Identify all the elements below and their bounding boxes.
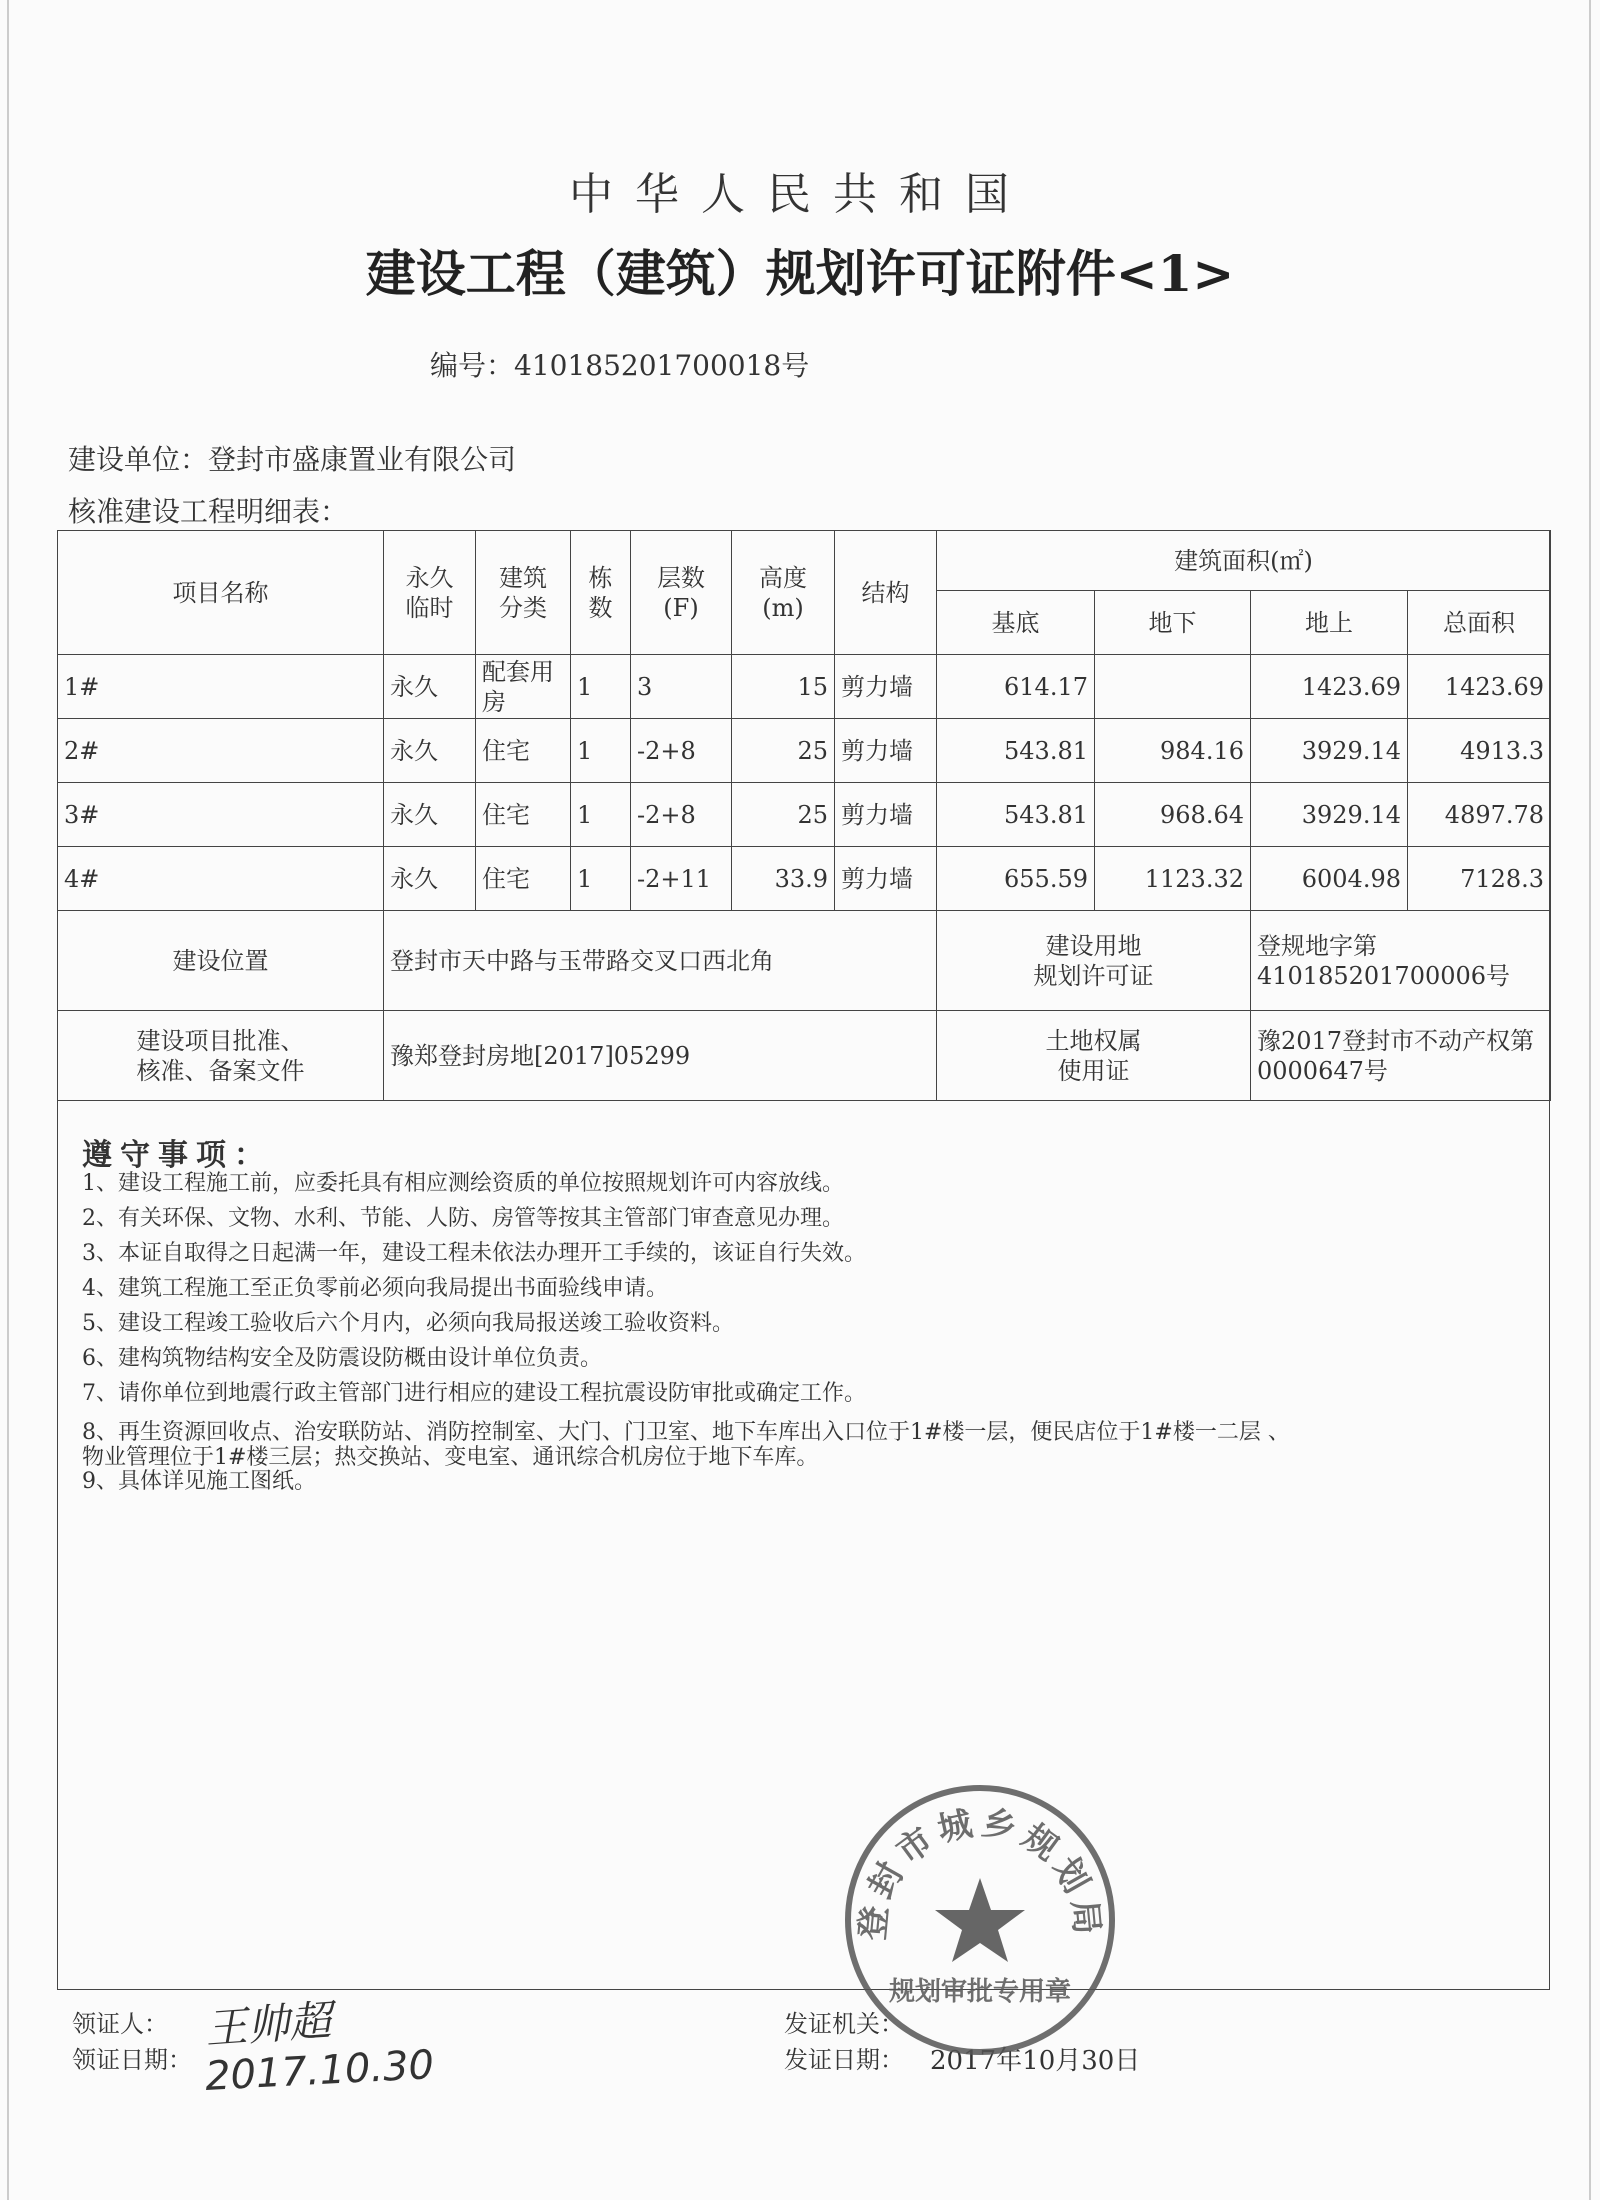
table-row: [58, 783, 1551, 847]
cell-name: 1#: [58, 655, 384, 719]
header-above-area: 地上: [1251, 591, 1408, 655]
seal-center-text: 规划审批专用章: [888, 1977, 1072, 2007]
cell-height: 15: [732, 655, 835, 719]
notes-heading: 遵守事项：: [82, 1138, 272, 1173]
cell-name: 3#: [58, 783, 384, 847]
table-row: [58, 719, 1551, 783]
cell-permanence: 永久: [384, 847, 476, 911]
header-building-count: 栋 数: [571, 531, 631, 655]
cell-underground: 1123.32: [1095, 847, 1251, 911]
header-base-area: 基底: [937, 591, 1095, 655]
header-project-name: 项目名称: [58, 531, 384, 655]
cell-underground: 984.16: [1095, 719, 1251, 783]
location-value: 登封市天中路与玉带路交叉口西北角: [384, 911, 937, 1011]
applicant: [68, 438, 516, 478]
receiver-label: 领证人：: [72, 2010, 168, 2038]
cell-base: 655.59: [937, 847, 1095, 911]
cell-permanence: 永久: [384, 655, 476, 719]
cell-permanence: 永久: [384, 719, 476, 783]
issuer-label: 发证机关：: [784, 2010, 904, 2038]
cell-underground: [1095, 655, 1251, 719]
cell-category: 住宅: [476, 719, 571, 783]
land-cert-value: 豫2017登封市不动产权第 0000647号: [1251, 1011, 1551, 1101]
project-details-table: [57, 530, 1551, 1101]
cell-base: 543.81: [937, 719, 1095, 783]
cell-total: 4913.3: [1408, 719, 1551, 783]
cell-category: 住宅: [476, 847, 571, 911]
table-row: [58, 847, 1551, 911]
header-total-area: 总面积: [1408, 591, 1551, 655]
cell-permanence: 永久: [384, 783, 476, 847]
cell-total: 7128.3: [1408, 847, 1551, 911]
permit-number-label: 编号：: [430, 349, 515, 382]
applicant-label: 建设单位：: [68, 443, 209, 476]
detail-table-label: 核准建设工程明细表：: [68, 495, 349, 528]
issue-date-label: 发证日期：: [784, 2046, 904, 2074]
header-height: 高度 (m): [732, 531, 835, 655]
cell-base: 543.81: [937, 783, 1095, 847]
seal-ring-text: 登封市城乡规划局: [852, 1802, 1108, 1942]
country-title: 中华人民共和国: [569, 169, 1031, 220]
cell-count: 1: [571, 783, 631, 847]
note-item: 4、建筑工程施工至正负零前必须向我局提出书面验线申请。: [82, 1276, 668, 1301]
document-title: 建设工程（建筑）规划许可证附件<1>: [365, 244, 1235, 303]
cell-floors: -2+11: [631, 847, 732, 911]
location-label: 建设位置: [58, 911, 384, 1011]
cell-above: 3929.14: [1251, 783, 1408, 847]
star-icon: [935, 1878, 1025, 1962]
cell-above: 1423.69: [1251, 655, 1408, 719]
header-area-group: 建筑面积(㎡): [937, 531, 1551, 591]
notes-list: [82, 1166, 1522, 1494]
note-item: 1、建设工程施工前，应委托具有相应测绘资质的单位按照规划许可内容放线。: [82, 1171, 844, 1196]
cell-floors: -2+8: [631, 719, 732, 783]
permit-number-value: 410185201700018号: [514, 349, 810, 382]
cell-category: 配套用房: [476, 655, 571, 719]
note-item: 3、本证自取得之日起满一年，建设工程未依法办理开工手续的，该证自行失效。: [82, 1241, 866, 1266]
cell-structure: 剪力墙: [835, 719, 937, 783]
cell-above: 6004.98: [1251, 847, 1408, 911]
cell-structure: 剪力墙: [835, 655, 937, 719]
cell-count: 1: [571, 719, 631, 783]
note-item: 7、请你单位到地震行政主管部门进行相应的建设工程抗震设防审批或确定工作。: [82, 1381, 866, 1406]
cell-above: 3929.14: [1251, 719, 1408, 783]
header-underground-area: 地下: [1095, 591, 1251, 655]
cell-name: 4#: [58, 847, 384, 911]
note-item: 物业管理位于1#楼三层；热交换站、变电室、通讯综合机房位于地下车库。: [82, 1445, 819, 1470]
note-item: 6、建构筑物结构安全及防震设防概由设计单位负责。: [82, 1346, 602, 1371]
approval-value: 豫郑登封房地[2017]05299: [384, 1011, 937, 1101]
table-row: [58, 655, 1551, 719]
header-permanence: 永久 临时: [384, 531, 476, 655]
receive-date-label: 领证日期：: [72, 2046, 192, 2074]
approval-label: 建设项目批准、 核准、备案文件: [58, 1011, 384, 1101]
land-permit-label: 建设用地 规划许可证: [937, 911, 1251, 1011]
receive-date-handwritten: 2017.10.30: [203, 2042, 436, 2100]
cell-name: 2#: [58, 719, 384, 783]
note-item: 2、有关环保、文物、水利、节能、人防、房管等按其主管部门审查意见办理。: [82, 1206, 844, 1231]
land-permit-value: 登规地字第410185201700006号: [1251, 911, 1551, 1011]
cell-height: 25: [732, 783, 835, 847]
note-item: 5、建设工程竣工验收后六个月内，必须向我局报送竣工验收资料。: [82, 1311, 734, 1336]
header-category: 建筑 分类: [476, 531, 571, 655]
official-seal: [840, 1780, 1120, 2060]
cell-floors: -2+8: [631, 783, 732, 847]
cell-height: 33.9: [732, 847, 835, 911]
land-cert-label: 土地权属 使用证: [937, 1011, 1251, 1101]
header-floors: 层数 (F): [631, 531, 732, 655]
cell-count: 1: [571, 847, 631, 911]
cell-height: 25: [732, 719, 835, 783]
cell-structure: 剪力墙: [835, 847, 937, 911]
cell-count: 1: [571, 655, 631, 719]
header-structure: 结构: [835, 531, 937, 655]
cell-floors: 3: [631, 655, 732, 719]
cell-base: 614.17: [937, 655, 1095, 719]
cell-underground: 968.64: [1095, 783, 1251, 847]
note-item: 8、再生资源回收点、治安联防站、消防控制室、大门、门卫室、地下车库出入口位于1#楼一层，便民店位于1#楼一二层 、: [82, 1420, 1290, 1445]
cell-structure: 剪力墙: [835, 783, 937, 847]
applicant-value: 登封市盛康置业有限公司: [208, 443, 517, 476]
cell-total: 1423.69: [1408, 655, 1551, 719]
cell-total: 4897.78: [1408, 783, 1551, 847]
receiver-signature: 王帅超: [203, 1995, 333, 2054]
cell-category: 住宅: [476, 783, 571, 847]
permit-number: [430, 344, 809, 384]
issue-date-value: 2017年10月30日: [930, 2046, 1141, 2076]
note-item: 9、具体详见施工图纸。: [82, 1469, 316, 1494]
